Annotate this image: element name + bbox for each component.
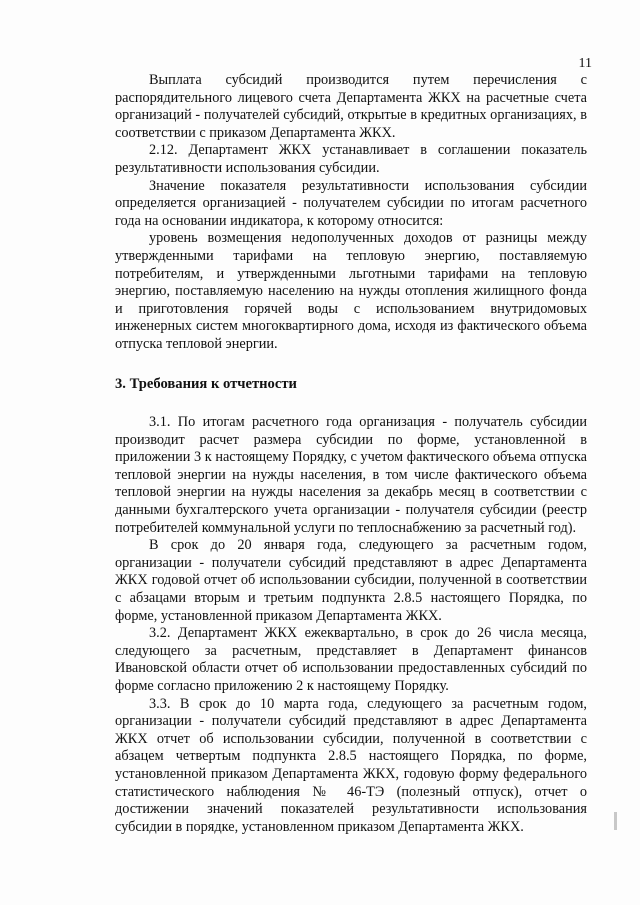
paragraph-2-12: 2.12. Департамент ЖКХ устанавливает в соглашении показатель результативности использования субсидии. xyxy=(115,142,587,176)
paragraph-3-3: 3.3. В срок до 10 марта года, следующего за расчетным годом, организации - получатели субсидий представляют в адрес Департамента ЖКХ отчет об использовании субсидии, полученной в соответствии с абзацем четвертым подпункта 2.8.5 настоящего Порядка, по форме, установленной приказом Департамента ЖКХ, годовую форму федерального статистического наблюдения № 46-ТЭ (полезный отпуск), отчет о достижении значений показателей результативности использования субсидии в порядке, установленном приказом Департамента ЖКХ. xyxy=(115,695,587,835)
document-body xyxy=(115,72,587,836)
section-heading: 3. Требования к отчетности xyxy=(115,375,297,392)
paragraph-transfer: Выплата субсидий производится путем перечисления с распорядительного лицевого счета Департамента ЖКХ на расчетные счета организаций - получателей субсидий, открытые в кредитных организациях, в соответствии с приказом Департамента ЖКХ. xyxy=(115,72,587,141)
paragraph-january-report: В срок до 20 января года, следующего за расчетным годом, организации - получатели субсидий представляют в адрес Департамента ЖКХ годовой отчет об использовании субсидии, полученной в соответствии с абзацами вторым и третьим подпункта 2.8.5 настоящего Порядка, по форме, установленной приказом Департамента ЖКХ. xyxy=(115,537,587,624)
scan-artifact xyxy=(614,812,617,830)
paragraph-compensation-level: уровень возмещения недополученных доходов от разницы между утвержденными тарифами на тепловую энергию, поставляемую потребителям, и утвержденными льготными тарифами на тепловую энергию, поставляемую населению на нужды отопления жилищного фонда и приготовления горячей воды с использованием внутридомовых инженерных систем многоквартирного дома, исходя из фактического объема отпуска тепловой энергии. xyxy=(115,230,587,352)
paragraph-3-1: 3.1. По итогам расчетного года организация - получатель субсидии производит расчет размера субсидии по форме, установленной в приложении 3 к настоящему Порядку, с учетом фактического объема отпуска тепловой энергии на нужды населения, в том числе фактического объема тепловой энергии на нужды населения за декабрь месяц в соответствии с данными бухгалтерского учета организации - получателя субсидии (реестр потребителей коммунальной услуги по теплоснабжению за расчетный год). xyxy=(115,414,587,536)
paragraph-3-2: 3.2. Департамент ЖКХ ежеквартально, в срок до 26 числа месяца, следующего за расчетным, представляет в Департамент финансов Ивановской области отчет об использовании предоставленных субсидий по форме согласно приложению 2 к настоящему Порядку. xyxy=(115,625,587,694)
page-number: 11 xyxy=(578,56,592,71)
paragraph-indicator-value: Значение показателя результативности использования субсидии определяется организацией - получателем субсидии по итогам расчетного года на основании индикатора, к которому относится: xyxy=(115,177,587,229)
